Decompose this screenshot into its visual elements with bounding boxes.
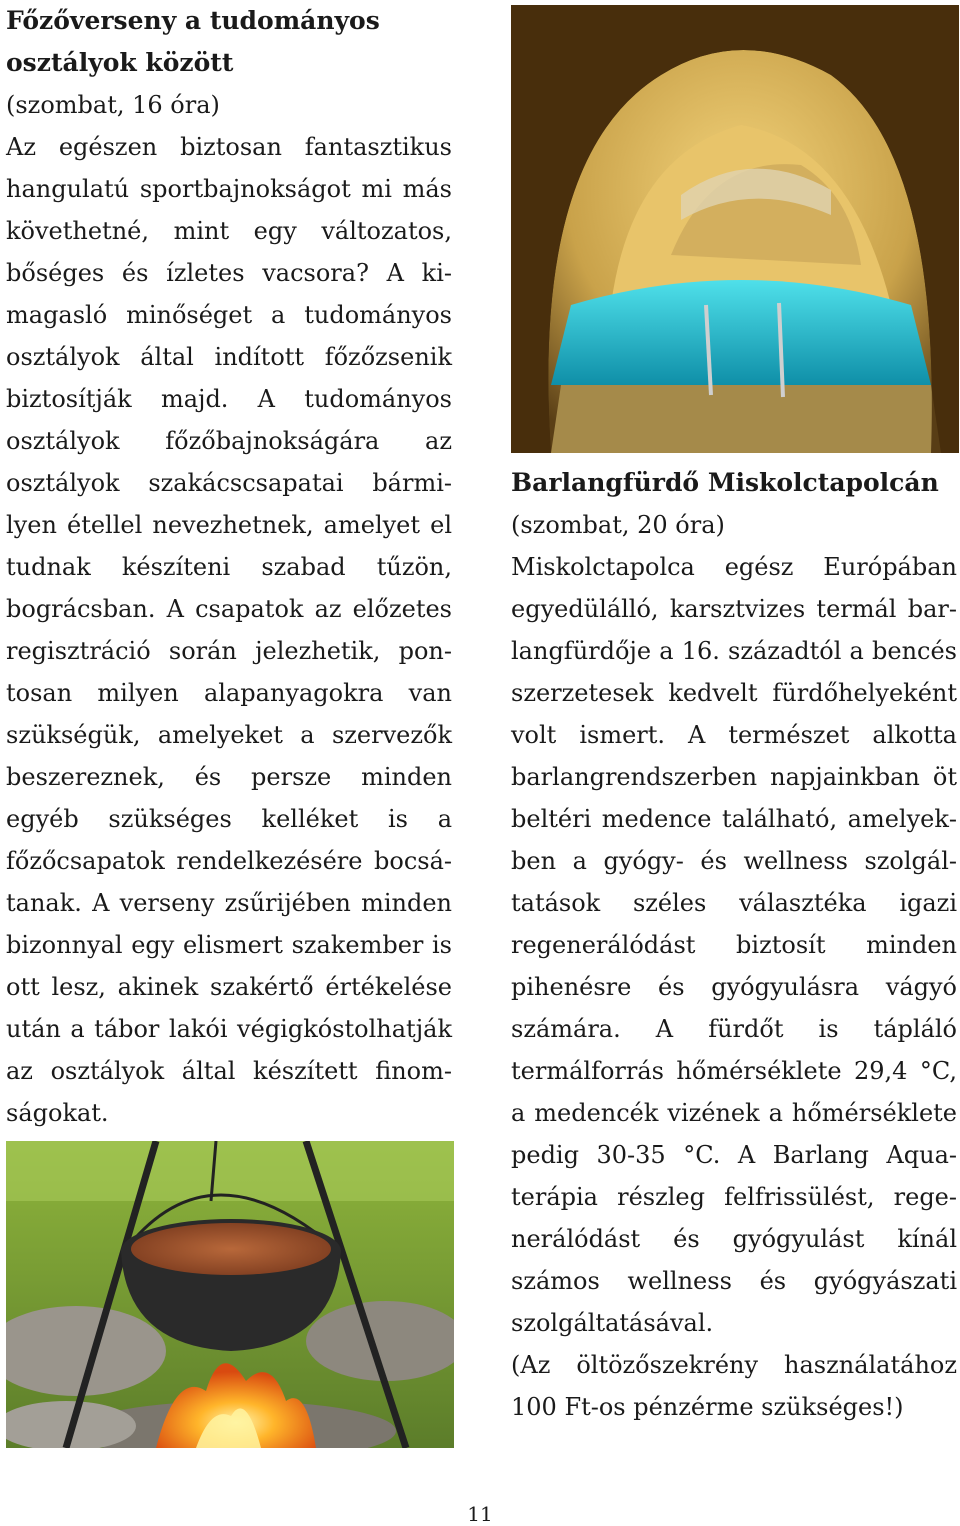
cooking-article-title: Főzőverseny a tudományos osztályok között (6, 6, 380, 77)
cooking-kettle-photo (6, 1141, 454, 1448)
cave-article (511, 462, 957, 1428)
cave-article-title: Barlangfürdő Miskolctapolcán (511, 468, 939, 497)
page-number: 11 (467, 1502, 493, 1526)
cave-bath-photo (511, 5, 959, 453)
cooking-article-time: (szombat, 16 óra) (6, 91, 220, 119)
cave-article-time: (szombat, 20 óra) (511, 511, 725, 539)
cooking-article (6, 0, 452, 1134)
cooking-article-body: Az egészen biztosan fantasztikus hangulatú sportbajnokságot mi más követhetné, mint egy változatos, bőséges és ízletes vacsora? A kimagasló minőséget a tudományos osztályok által indított főzőzsenik biztosítják majd. A tudományos osztályok főzőbajnokságára az osztályok szakácscsapatai bármilyen étellel nevezhetnek, amelyet el tudnak készíteni szabad tűzön, bográcsban. A csapatok az előzetes regisztráció során jelezhetik, pontosan milyen alapanyagokra van szükségük, amelyeket a szervezők beszereznek, és persze minden egyéb szükséges kelléket is a főzőcsapatok rendelkezésére bocsátanak. A verseny zsűrijében minden bizonnyal egy elismert szakember is ott lesz, akinek szakértő értékelése után a tábor lakói végigkóstolhatják az osztályok által készített finomságokat. (6, 133, 452, 1127)
cave-article-body: Miskolctapolca egész Európában egyedülálló, karsztvizes termál barlangfürdője a 16. századtól a bencés szerzetesek kedvelt fürdőhelyeként volt ismert. A természet alkotta barlangrendszerben napjainkban öt beltéri medence található, amelyekben a gyógy- és wellness szolgáltatások széles választéka igazi regenerálódást biztosít minden pihenésre és gyógyulásra vágyó számára. A fürdőt is tápláló termálforrás hőmérséklete 29,4 °C, a medencék vizének a hőmérséklete pedig 30-35 °C. A Barlang Aquaterápia részleg felfrissülést, regenerálódást és gyógyulást kínál számos wellness és gyógyászati szolgáltatásával. (511, 553, 957, 1337)
cave-article-note: (Az öltözőszekrény használatához 100 Ft-os pénzérme szükséges!) (511, 1351, 957, 1421)
